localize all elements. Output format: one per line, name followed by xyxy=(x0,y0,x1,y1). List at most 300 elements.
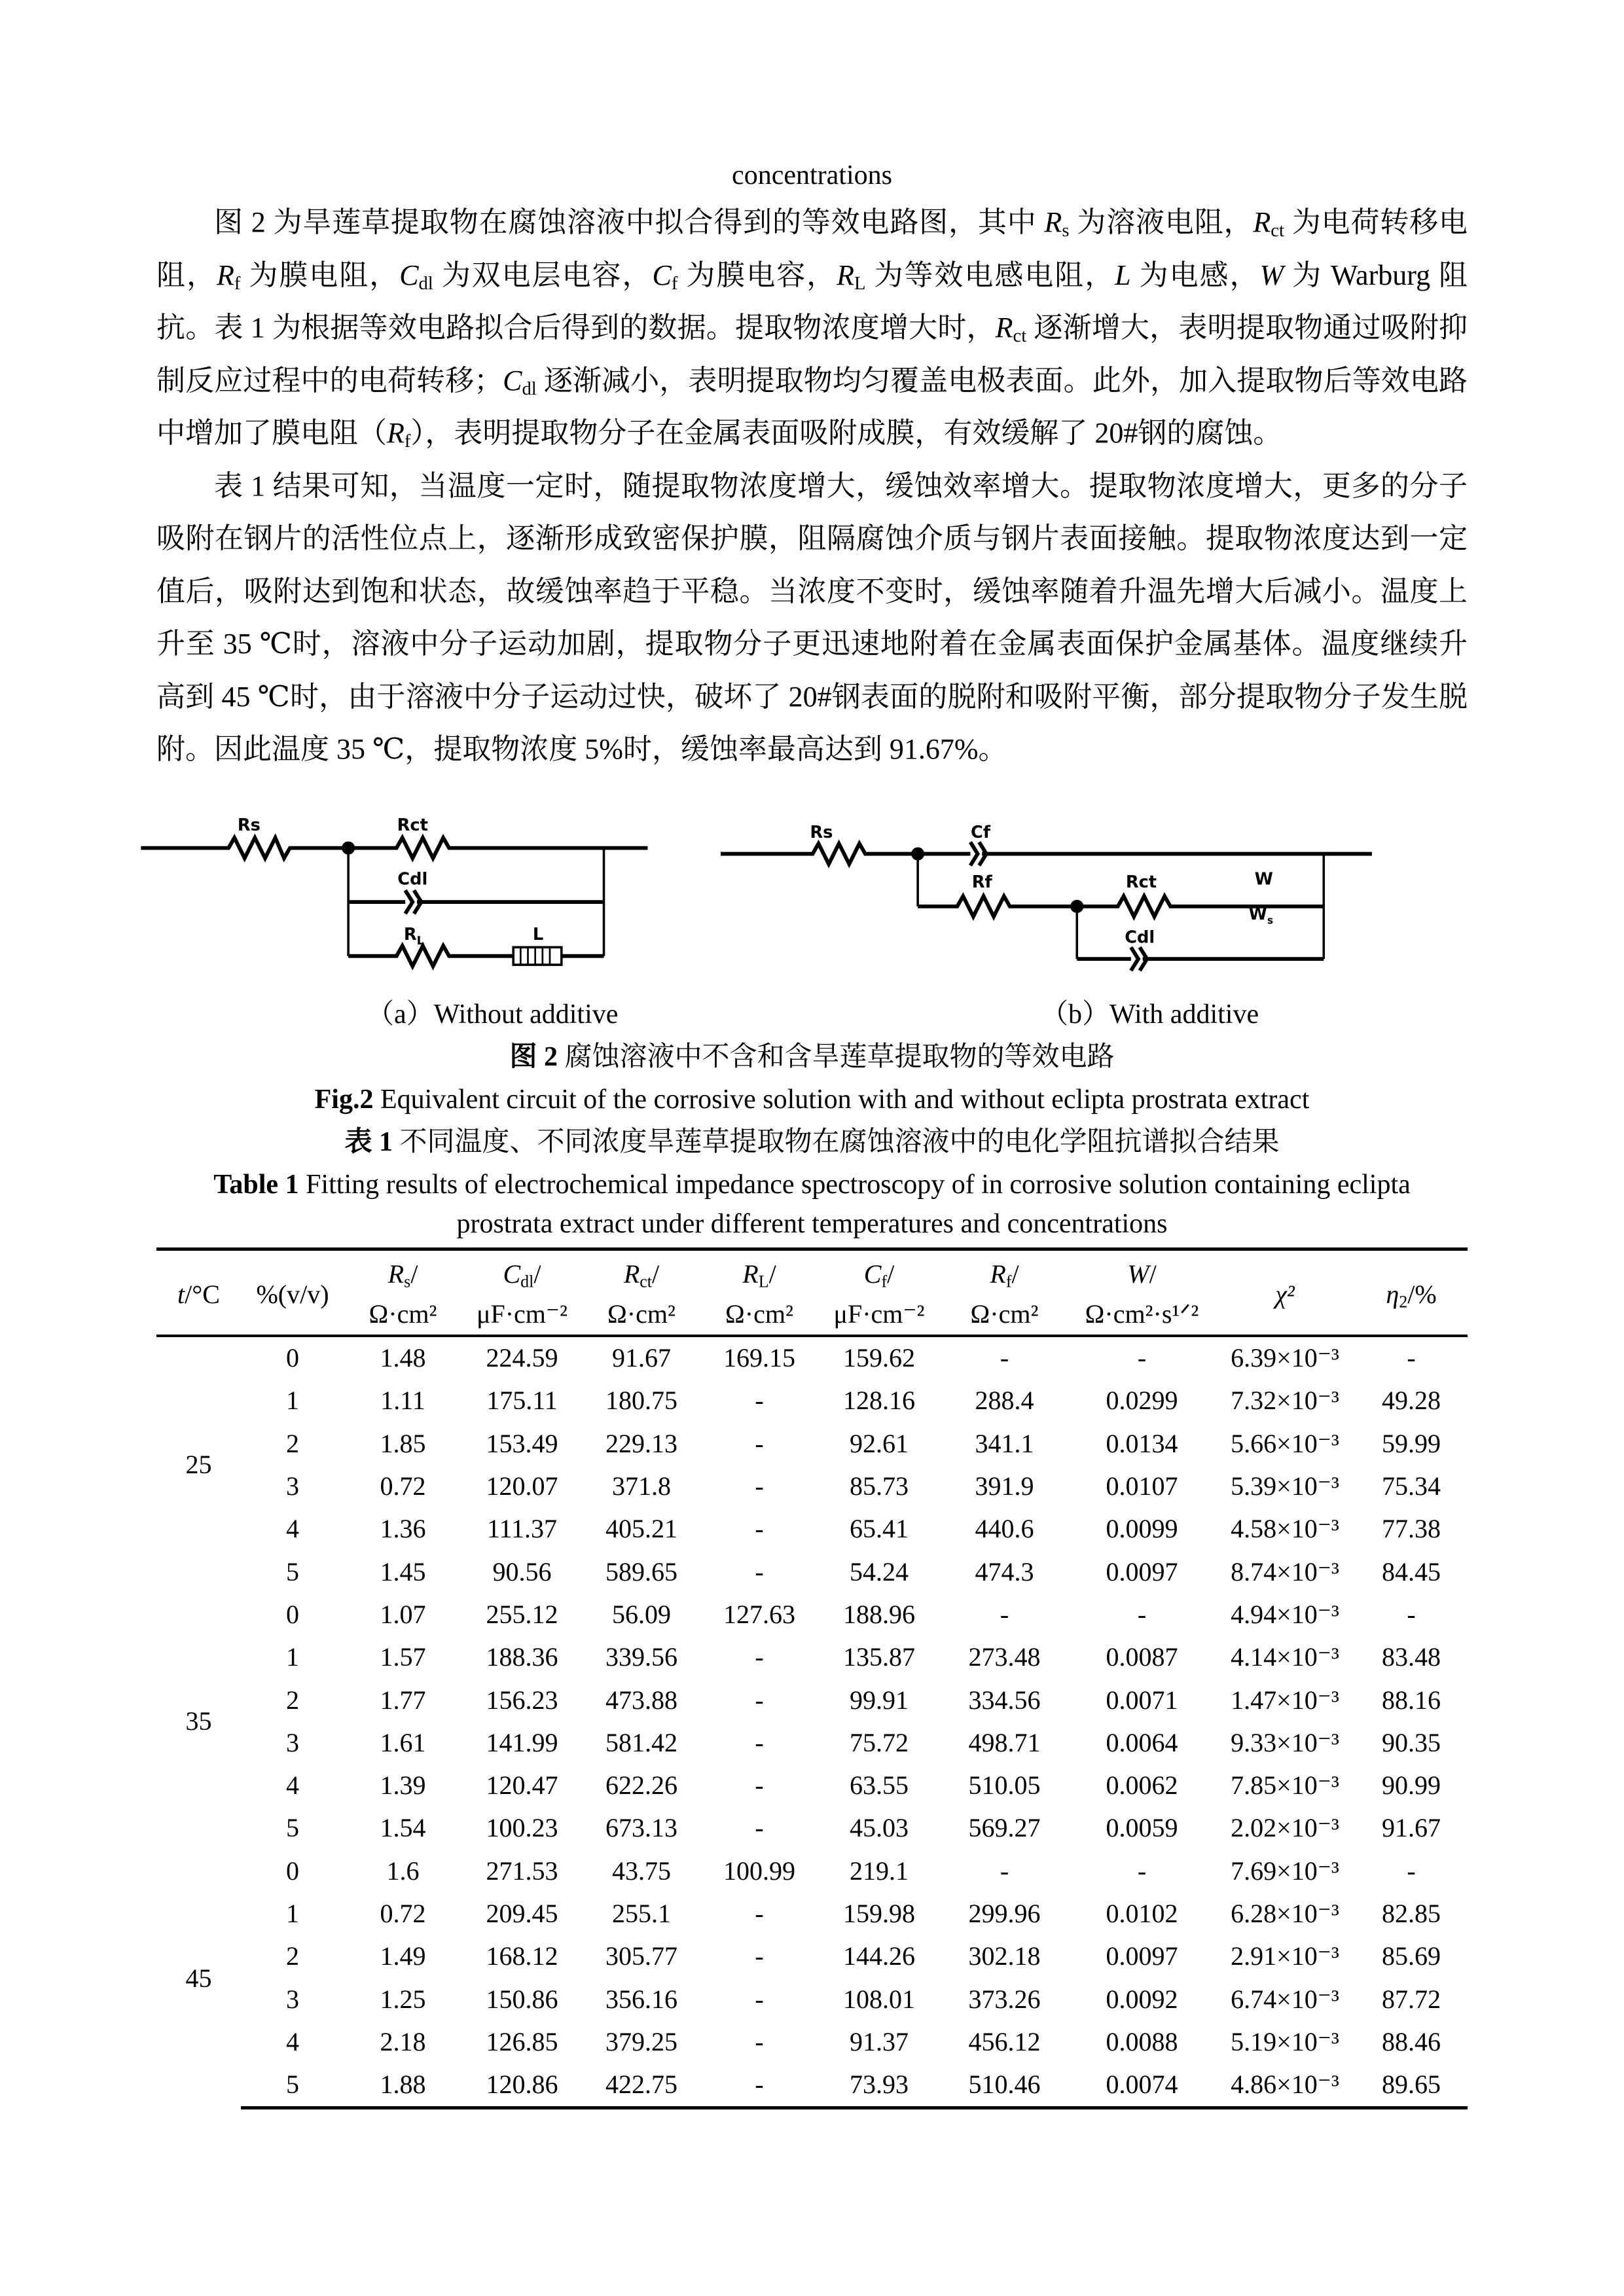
table-cell: - xyxy=(755,1984,764,2014)
table-cell: 1.47×10⁻³ xyxy=(1231,1685,1339,1715)
table-cell: - xyxy=(1137,1343,1147,1373)
table-caption-en-line2: prostrata extract under different temperatures and concentrations xyxy=(456,1208,1168,1239)
warburg-element-icon: $W_s$ xyxy=(1248,904,1274,927)
variable-symbol xyxy=(1253,206,1284,242)
header-symbol: W xyxy=(1127,1259,1149,1289)
table-row xyxy=(156,2064,1468,2108)
text-segment: 为等效电感电阻， xyxy=(865,259,1115,291)
label-rl: $R_L$ xyxy=(403,924,425,948)
table-cell: 120.86 xyxy=(461,2064,583,2108)
table-cell: 65.41 xyxy=(850,1514,909,1544)
table-cell: 85.69 xyxy=(1382,1941,1441,1971)
table-cell: 0 xyxy=(286,1599,299,1629)
subfigure-label-a: （a）Without additive xyxy=(367,999,619,1030)
table-cell: 0.0102 xyxy=(1106,1899,1178,1928)
column-header-symbol xyxy=(818,1249,940,1294)
variable-letter: R xyxy=(1253,206,1271,238)
table-cell: 73.93 xyxy=(818,2064,940,2108)
table-cell: 88.16 xyxy=(1382,1685,1441,1715)
table-cell: 1.25 xyxy=(380,1984,426,2014)
table-cell: 0.0059 xyxy=(1106,1813,1178,1843)
table-number-en: Table 1 xyxy=(213,1169,299,1200)
variable-symbol xyxy=(1115,259,1130,291)
table-cell: 0.72 xyxy=(380,1471,426,1501)
table-cell: 622.26 xyxy=(605,1770,677,1801)
table-cell: 5 xyxy=(286,1813,299,1843)
table-cell: 1 xyxy=(286,1386,299,1416)
table-cell: 100.23 xyxy=(486,1813,558,1843)
column-header-symbol xyxy=(461,1249,583,1294)
circuit-b-node-2 xyxy=(1070,899,1083,912)
table-cell: 305.77 xyxy=(605,1941,677,1971)
table-cell: - xyxy=(755,1471,764,1501)
table-cell: 1.39 xyxy=(380,1770,426,1801)
table-cell: 4 xyxy=(286,2026,299,2056)
table-cell: 209.45 xyxy=(486,1899,558,1928)
table-cell: 1.57 xyxy=(380,1642,426,1672)
column-header-unit: Ω·cm² xyxy=(940,1294,1069,1336)
header-tail: / xyxy=(1149,1259,1157,1289)
table-cell: 126.85 xyxy=(486,2026,558,2056)
table-cell: 4 xyxy=(286,1514,299,1544)
circuit-a-labels xyxy=(238,815,543,947)
table-row xyxy=(156,1892,1468,1935)
column-header xyxy=(1355,1249,1468,1336)
header-tail: / xyxy=(887,1259,895,1289)
table-row xyxy=(156,1850,1468,1892)
header-symbol: η xyxy=(1386,1279,1399,1309)
variable-letter: R xyxy=(387,417,405,449)
table-cell: 150.86 xyxy=(486,1984,558,2014)
table-cell: 91.37 xyxy=(850,2026,909,2056)
table-cell: 4.94×10⁻³ xyxy=(1231,1599,1339,1629)
text-segment: 为电感， xyxy=(1130,259,1260,291)
table-cell: - xyxy=(755,1685,764,1715)
table-cell: 229.13 xyxy=(605,1428,677,1458)
table-cell: 589.65 xyxy=(605,1556,677,1587)
header-tail: %(v/v) xyxy=(256,1279,329,1309)
temperature-cell: 25 xyxy=(185,1450,212,1480)
table-cell: 288.4 xyxy=(975,1386,1034,1416)
text-segment: 表 1 结果可知，当温度一定时，随提取物浓度增大，缓蚀效率增大。提取物浓度增大，更多的分子吸附在钢片的活性位点上，逐渐形成致密保护膜，阻隔腐蚀介质与钢片表面接触。提取物浓度达到一定值后，吸附达到饱和状态，故缓蚀率趋于平稳。当浓度不变时，缓蚀率随着升温先增大后减小。温度上升至 35 ℃时，溶液中分子运动加剧，提取物分子更迅速地附着在金属表面保护金属基体。温度继续升高到 45 ℃时，由于溶液中分子运动过快，破坏了 20#钢表面的脱附和吸附平衡，部分提取物分子发生脱附。因此温度 35 ℃，提取物浓度 5%时，缓蚀率最高达到 91.67%。 xyxy=(156,469,1468,765)
table-cell: - xyxy=(1407,1856,1416,1886)
table-row xyxy=(156,1721,1468,1764)
table-row xyxy=(156,1679,1468,1721)
table-cell: 135.87 xyxy=(843,1642,915,1672)
table-cell: 2 xyxy=(286,1941,299,1971)
table-cell: 474.3 xyxy=(975,1556,1034,1587)
table-cell: 59.99 xyxy=(1382,1428,1441,1458)
variable-letter: C xyxy=(399,259,419,291)
table-cell: 0.0097 xyxy=(1106,1941,1178,1971)
table-cell: - xyxy=(1000,1599,1009,1629)
table-cell: 168.12 xyxy=(486,1941,558,1971)
table-cell: - xyxy=(1137,1599,1147,1629)
circuit-a-wires xyxy=(141,838,647,966)
table-cell: 180.75 xyxy=(605,1386,677,1416)
table-cell: 91.67 xyxy=(1382,1813,1441,1843)
table-cell: 0.0107 xyxy=(1106,1471,1178,1501)
table-cell: 0.0299 xyxy=(1106,1386,1178,1416)
table-row xyxy=(156,1764,1468,1806)
table-cell: 5.39×10⁻³ xyxy=(1231,1471,1339,1501)
header-symbol: C xyxy=(503,1259,521,1289)
table-cell: 4 xyxy=(286,1770,299,1801)
text-segment: 逐渐减小，表明提取物均匀覆盖电极表面。此外，加入提取物后等效电路中增加了膜电阻（ xyxy=(156,364,1468,449)
page-content xyxy=(156,156,1468,2109)
variable-subscript: dl xyxy=(522,378,537,399)
variable-subscript: s xyxy=(1062,221,1070,242)
table-cell: 0.0071 xyxy=(1106,1685,1178,1715)
table-cell: 271.53 xyxy=(486,1856,558,1886)
table-cell: 2 xyxy=(286,1428,299,1458)
table-cell: 159.62 xyxy=(843,1343,915,1373)
header-symbol: R xyxy=(990,1259,1006,1289)
label-rs: Rs xyxy=(810,822,833,842)
variable-letter: L xyxy=(1115,259,1131,291)
table-cell: 0 xyxy=(286,1343,299,1373)
variable-letter: R xyxy=(216,259,234,291)
header-subscript: s xyxy=(404,1272,411,1291)
table-cell: 0.0062 xyxy=(1106,1770,1178,1801)
column-header-symbol xyxy=(700,1249,818,1294)
table-cell: 90.56 xyxy=(492,1556,552,1587)
variable-symbol xyxy=(1259,259,1284,291)
variable-letter: R xyxy=(995,312,1013,344)
figure-number-cn: 图 2 xyxy=(509,1041,558,1072)
variable-symbol xyxy=(387,417,411,452)
table-row xyxy=(156,1465,1468,1507)
table-cell: 63.55 xyxy=(850,1770,909,1801)
table-cell: 45.03 xyxy=(850,1813,909,1843)
table-cell: 144.26 xyxy=(843,1941,915,1971)
figure-caption-en-text: Equivalent circuit of the corrosive solution with and without eclipta prostrata extract xyxy=(373,1084,1310,1115)
table-cell: - xyxy=(755,2026,764,2056)
table-cell: 4.14×10⁻³ xyxy=(1231,1642,1339,1672)
text-segment: 为双电层电容， xyxy=(433,259,653,291)
table-cell: 75.34 xyxy=(1382,1471,1441,1501)
table-cell: 188.36 xyxy=(486,1642,558,1672)
table-cell: 4.58×10⁻³ xyxy=(1231,1514,1339,1544)
table-cell: 673.13 xyxy=(605,1813,677,1843)
table-cell: 99.91 xyxy=(850,1685,909,1715)
circuit-b-labels xyxy=(810,823,1273,948)
table-cell: 3 xyxy=(286,1984,299,2014)
column-header-unit: μF·cm⁻² xyxy=(461,1294,583,1336)
header-subscript: f xyxy=(881,1272,888,1291)
label-cdl: Cdl xyxy=(397,869,428,889)
table-cell: 1.11 xyxy=(380,1386,425,1416)
figure-caption-en xyxy=(156,1080,1468,1119)
table-cell: - xyxy=(755,1941,764,1971)
table-cell: 255.1 xyxy=(612,1899,671,1928)
column-header xyxy=(241,1249,344,1336)
header-symbol: C xyxy=(863,1259,882,1289)
subfigure-label-b: （b）With additive xyxy=(1041,999,1259,1030)
table-cell: 120.47 xyxy=(486,1770,558,1801)
table-cell: - xyxy=(755,1813,764,1843)
table-cell: 1 xyxy=(286,1899,299,1928)
table-cell: 3 xyxy=(286,1471,299,1501)
text-segment: 为膜电容， xyxy=(677,259,837,291)
table-cell: 108.01 xyxy=(843,1984,915,2014)
table-cell: 581.42 xyxy=(605,1727,677,1757)
table-cell: 84.45 xyxy=(1382,1556,1441,1587)
label-cdl: Cdl xyxy=(1125,927,1155,948)
table-cell: 0.0092 xyxy=(1106,1984,1178,2014)
table-cell: 473.88 xyxy=(605,1685,677,1715)
variable-subscript: f xyxy=(404,431,411,452)
table-cell: 54.24 xyxy=(850,1556,909,1587)
table-cell: 82.85 xyxy=(1382,1899,1441,1928)
table-cell: - xyxy=(1407,1599,1416,1629)
label-rs: Rs xyxy=(237,815,261,835)
table-row xyxy=(156,1380,1468,1422)
table-cell: 175.11 xyxy=(486,1386,558,1416)
table-cell: 7.69×10⁻³ xyxy=(1231,1856,1339,1886)
table-cell: 49.28 xyxy=(1382,1386,1441,1416)
table-cell: 2.18 xyxy=(380,2026,426,2056)
table-cell: 90.35 xyxy=(1382,1727,1441,1757)
table-cell: 1.61 xyxy=(380,1727,426,1757)
label-w: W xyxy=(1254,869,1273,889)
text-segment: 为电荷转移电阻， xyxy=(156,206,1468,291)
table-cell: 422.75 xyxy=(583,2064,700,2108)
table-cell: 6.39×10⁻³ xyxy=(1231,1343,1339,1373)
table-number-cn: 表 1 xyxy=(344,1126,393,1157)
table-row xyxy=(156,1935,1468,1978)
circuit-b-wires xyxy=(721,842,1372,970)
header-symbol: R xyxy=(742,1259,759,1289)
table-cell: - xyxy=(755,1556,764,1587)
table-cell: 219.1 xyxy=(850,1856,909,1886)
table-cell: 3 xyxy=(286,1727,299,1757)
table-cell: 339.56 xyxy=(605,1642,677,1672)
table-cell: 4.86×10⁻³ xyxy=(1215,2064,1355,2108)
table-cell: 2.02×10⁻³ xyxy=(1231,1813,1339,1843)
figure-caption-cn-text: 腐蚀溶液中不含和含旱莲草提取物的等效电路 xyxy=(558,1041,1115,1072)
header-tail: / xyxy=(1011,1259,1019,1289)
variable-symbol xyxy=(837,259,866,294)
table-cell: 75.72 xyxy=(850,1727,909,1757)
table-cell: 255.12 xyxy=(486,1599,558,1629)
table-cell: 5.19×10⁻³ xyxy=(1231,2026,1339,2056)
variable-letter: C xyxy=(652,259,672,291)
table-cell: 569.27 xyxy=(968,1813,1041,1843)
table-cell: 1.88 xyxy=(344,2064,461,2108)
eis-fitting-table xyxy=(156,1247,1468,2109)
table-cell: 141.99 xyxy=(486,1727,558,1757)
table-cell: - xyxy=(755,1899,764,1928)
table-cell: - xyxy=(755,1727,764,1757)
table-cell: 7.32×10⁻³ xyxy=(1231,1386,1339,1416)
table-cell: 371.8 xyxy=(612,1471,671,1501)
table-cell: 2 xyxy=(286,1685,299,1715)
table-body xyxy=(156,1336,1468,2108)
table-cell: - xyxy=(1000,1856,1009,1886)
text-segment: 为溶液电阻， xyxy=(1069,206,1254,238)
table-cell: 43.75 xyxy=(612,1856,671,1886)
table-row xyxy=(156,2020,1468,2063)
variable-symbol xyxy=(652,259,678,294)
table-cell: 456.12 xyxy=(968,2026,1041,2056)
variable-symbol xyxy=(995,312,1027,347)
table-cell: 0.0074 xyxy=(1069,2064,1215,2108)
table-caption-en-text: Fitting results of electrochemical impedance spectroscopy of in corrosive solution containing eclipta xyxy=(298,1169,1411,1200)
column-header xyxy=(1215,1249,1355,1336)
circuit-a-node xyxy=(342,841,355,854)
table-row xyxy=(156,1807,1468,1850)
table-cell: 5.66×10⁻³ xyxy=(1231,1428,1339,1458)
variable-letter: C xyxy=(503,364,522,397)
figure-caption-cn xyxy=(156,1037,1468,1077)
header-symbol: χ² xyxy=(1275,1279,1295,1309)
table-cell: 0.72 xyxy=(380,1899,426,1928)
table-cell: 334.56 xyxy=(968,1685,1041,1715)
table-cell: - xyxy=(755,1642,764,1672)
table-cell: 440.6 xyxy=(975,1514,1034,1544)
column-header-unit: Ω·cm² xyxy=(583,1294,700,1336)
table-row xyxy=(156,1978,1468,2020)
text-segment: 逐渐增大，表明提取物通过吸附抑制反应过程中的电荷转移； xyxy=(156,312,1468,397)
column-header-symbol xyxy=(344,1249,461,1294)
table-cell: 169.15 xyxy=(723,1343,795,1373)
variable-subscript: f xyxy=(234,273,241,294)
label-rf: Rf xyxy=(971,872,992,892)
table-cell: 88.46 xyxy=(1382,2026,1441,2056)
text-segment: 为膜电阻， xyxy=(240,259,400,291)
header-tail: / xyxy=(410,1259,418,1289)
table-cell: 510.46 xyxy=(940,2064,1069,2108)
table-cell: 0.0099 xyxy=(1106,1514,1178,1544)
table-cell: 120.07 xyxy=(486,1471,558,1501)
column-header-unit: μF·cm⁻² xyxy=(818,1294,940,1336)
variable-letter: W xyxy=(1259,259,1284,291)
table-cell: 1.48 xyxy=(380,1343,426,1373)
table-cell: 5 xyxy=(286,1556,299,1587)
header-symbol: t xyxy=(177,1279,185,1309)
label-rct: Rct xyxy=(397,815,428,835)
table-row xyxy=(156,1551,1468,1593)
table-cell: 77.38 xyxy=(1382,1514,1441,1544)
table-cell: 273.48 xyxy=(968,1642,1041,1672)
paragraph-table-results xyxy=(156,460,1468,776)
table-cell: - xyxy=(700,2064,818,2108)
table-cell: 87.72 xyxy=(1382,1984,1441,2014)
variable-symbol xyxy=(216,259,241,294)
variable-subscript: dl xyxy=(418,273,433,294)
variable-symbol xyxy=(1044,206,1070,242)
table-cell: 1.36 xyxy=(380,1514,426,1544)
table-cell: 127.63 xyxy=(723,1599,795,1629)
table-cell: 1.6 xyxy=(386,1856,420,1886)
figure-number-en: Fig.2 xyxy=(314,1084,374,1115)
table-cell: 56.09 xyxy=(612,1599,671,1629)
table-cell: 9.33×10⁻³ xyxy=(1231,1727,1339,1757)
table-cell: 1.77 xyxy=(380,1685,426,1715)
table-caption-en xyxy=(156,1165,1468,1204)
table-cell: 356.16 xyxy=(605,1984,677,2014)
header-tail: /°C xyxy=(185,1279,220,1309)
table-cell: 510.05 xyxy=(968,1770,1041,1801)
header-subscript: f xyxy=(1005,1272,1012,1291)
table-cell: 5 xyxy=(241,2064,344,2108)
table-cell: 0.0097 xyxy=(1106,1556,1178,1587)
column-header-unit: Ω·cm²·s¹ᐟ² xyxy=(1069,1294,1215,1336)
label-cf: Cf xyxy=(971,822,991,842)
variable-subscript: ct xyxy=(1013,326,1027,347)
table-cell: 1.07 xyxy=(380,1599,426,1629)
table-cell: - xyxy=(755,1428,764,1458)
table-cell: 188.96 xyxy=(843,1599,915,1629)
table-cell: 100.99 xyxy=(723,1856,795,1886)
paragraph-equivalent-circuit xyxy=(156,196,1468,460)
variable-symbol xyxy=(399,259,433,294)
table-row xyxy=(156,1422,1468,1465)
variable-symbol xyxy=(503,365,537,397)
table-cell: 90.99 xyxy=(1382,1770,1441,1801)
table-cell: 0.0064 xyxy=(1106,1727,1178,1757)
column-header-unit: Ω·cm² xyxy=(700,1294,818,1336)
table-row xyxy=(156,1593,1468,1636)
circuit-b-node-1 xyxy=(911,847,924,860)
column-header-symbol xyxy=(1069,1249,1215,1294)
variable-subscript: ct xyxy=(1271,221,1284,242)
table-caption-cn-text: 不同温度、不同浓度旱莲草提取物在腐蚀溶液中的电化学阻抗谱拟合结果 xyxy=(393,1126,1280,1157)
header-symbol: R xyxy=(623,1259,640,1289)
text-segment: ），表明提取物分子在金属表面吸附成膜，有效缓解了 20#钢的腐蚀。 xyxy=(410,417,1282,449)
table-cell: 341.1 xyxy=(975,1428,1034,1458)
table-cell: - xyxy=(1137,1856,1147,1886)
table-cell: 373.26 xyxy=(968,1984,1041,2014)
table-cell: 0.0134 xyxy=(1106,1428,1178,1458)
table-cell: 391.9 xyxy=(975,1471,1034,1501)
table-cell: 1.85 xyxy=(380,1428,426,1458)
equivalent-circuits-figure xyxy=(125,800,1405,990)
header-tail: / xyxy=(533,1259,541,1289)
column-header-symbol xyxy=(583,1249,700,1294)
table-cell: - xyxy=(1000,1343,1009,1373)
label-l: L xyxy=(532,924,544,944)
header-subscript: L xyxy=(758,1272,769,1291)
table-cell: 92.61 xyxy=(850,1428,909,1458)
table-caption-cn xyxy=(156,1122,1468,1162)
captions xyxy=(156,1037,1468,1244)
header-subscript: dl xyxy=(520,1272,534,1291)
variable-subscript: L xyxy=(854,273,866,294)
table-cell: 302.18 xyxy=(968,1941,1041,1971)
continued-caption-line: concentrations xyxy=(732,160,892,190)
variable-letter: R xyxy=(837,259,855,291)
header-subscript: ct xyxy=(640,1272,653,1291)
table-header xyxy=(156,1249,1468,1336)
table-cell: 8.74×10⁻³ xyxy=(1231,1556,1339,1587)
table-cell: 1.45 xyxy=(380,1556,426,1587)
header-row-symbols xyxy=(156,1249,1468,1294)
table-cell: 0 xyxy=(286,1856,299,1886)
variable-letter: R xyxy=(1044,206,1062,238)
table-cell: 2.91×10⁻³ xyxy=(1231,1941,1339,1971)
temperature-cell: 45 xyxy=(185,1964,212,1994)
table-cell: 85.73 xyxy=(850,1471,909,1501)
table-row xyxy=(156,1508,1468,1551)
table-cell: - xyxy=(755,1386,764,1416)
header-tail: /% xyxy=(1407,1279,1437,1309)
table-cell: 1.54 xyxy=(380,1813,426,1843)
table-cell: 224.59 xyxy=(486,1343,558,1373)
header-tail: / xyxy=(652,1259,660,1289)
subfigure-labels xyxy=(156,995,1468,1034)
